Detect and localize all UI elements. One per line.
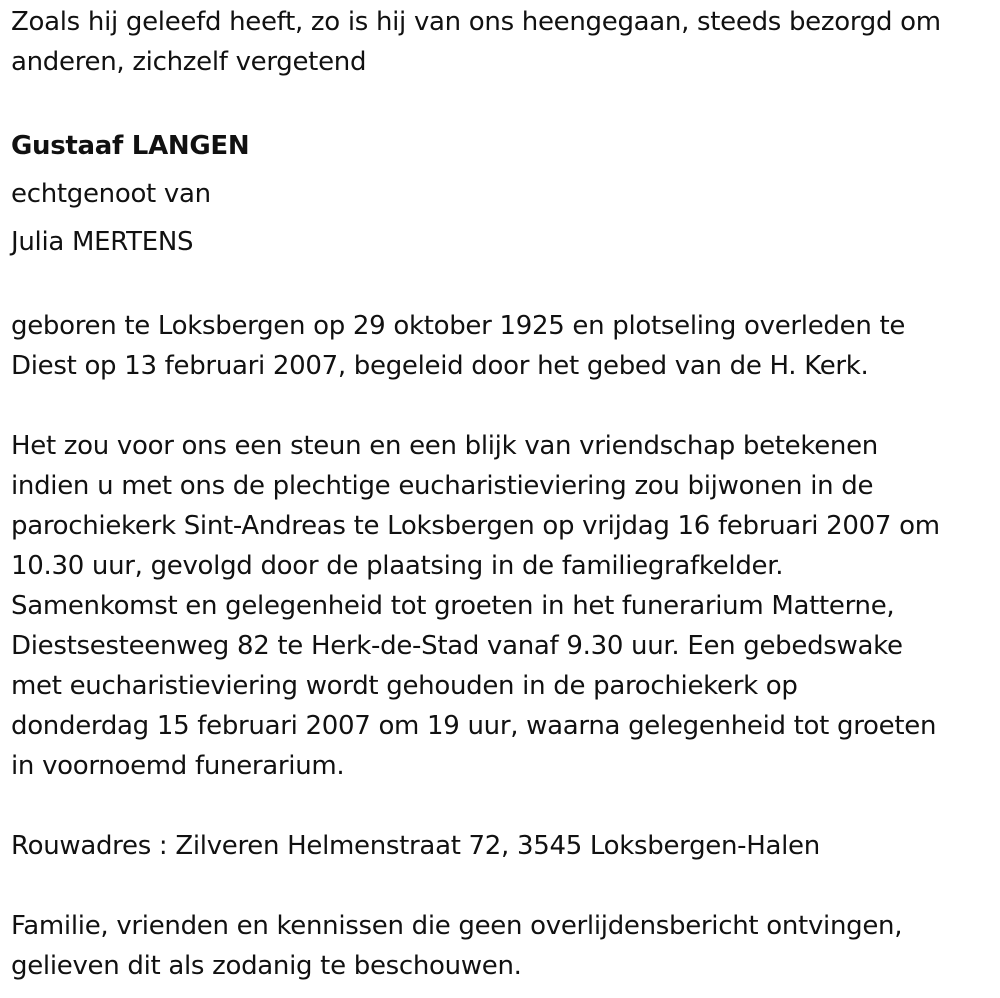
deceased-name: Gustaaf LANGEN — [11, 131, 250, 161]
ceremony-paragraph: Het zou voor ons een steun en een blijk van vriendschap betekenen indien u met ons de plechtige eucharistieviering zou bijwonen in de parochiekerk Sint-Andreas te Loksbergen op vrijdag 16 februari 2007 om 10.30 uur, gevolgd door de plaatsing in de familiegrafkelder. Samenkomst en gelegenheid tot groeten in het funerarium Matterne, Diestsesteenweg 82 te Herk-de-Stad vanaf 9.30 uur. Een gebedswake met eucharistieviering wordt gehouden in de parochiekerk op donderdag 15 februari 2007 om 19 uur, waarna gelegenheid tot groeten in voornoemd funerarium. — [11, 431, 940, 781]
spouse-name: Julia MERTENS — [11, 227, 194, 257]
spacer — [11, 82, 991, 122]
obituary-document — [11, 2, 991, 986]
birth-death-paragraph: geboren te Loksbergen op 29 oktober 1925 en plotseling overleden te Diest op 13 februari 2007, begeleid door het gebed van de H. Kerk. — [11, 311, 906, 381]
closing-paragraph: Familie, vrienden en kennissen die geen overlijdensbericht ontvingen, gelieven dit als zodanig te beschouwen. — [11, 911, 903, 981]
spacer — [11, 386, 991, 426]
opening-line: Zoals hij geleefd heeft, zo is hij van ons heengegaan, steeds bezorgd om anderen, zichzelf vergetend — [11, 7, 941, 77]
spacer — [11, 786, 991, 826]
spacer — [11, 866, 991, 906]
relation-text: echtgenoot van — [11, 179, 211, 209]
spacer — [11, 266, 991, 306]
mourning-address: Rouwadres : Zilveren Helmenstraat 72, 3545 Loksbergen-Halen — [11, 831, 820, 861]
